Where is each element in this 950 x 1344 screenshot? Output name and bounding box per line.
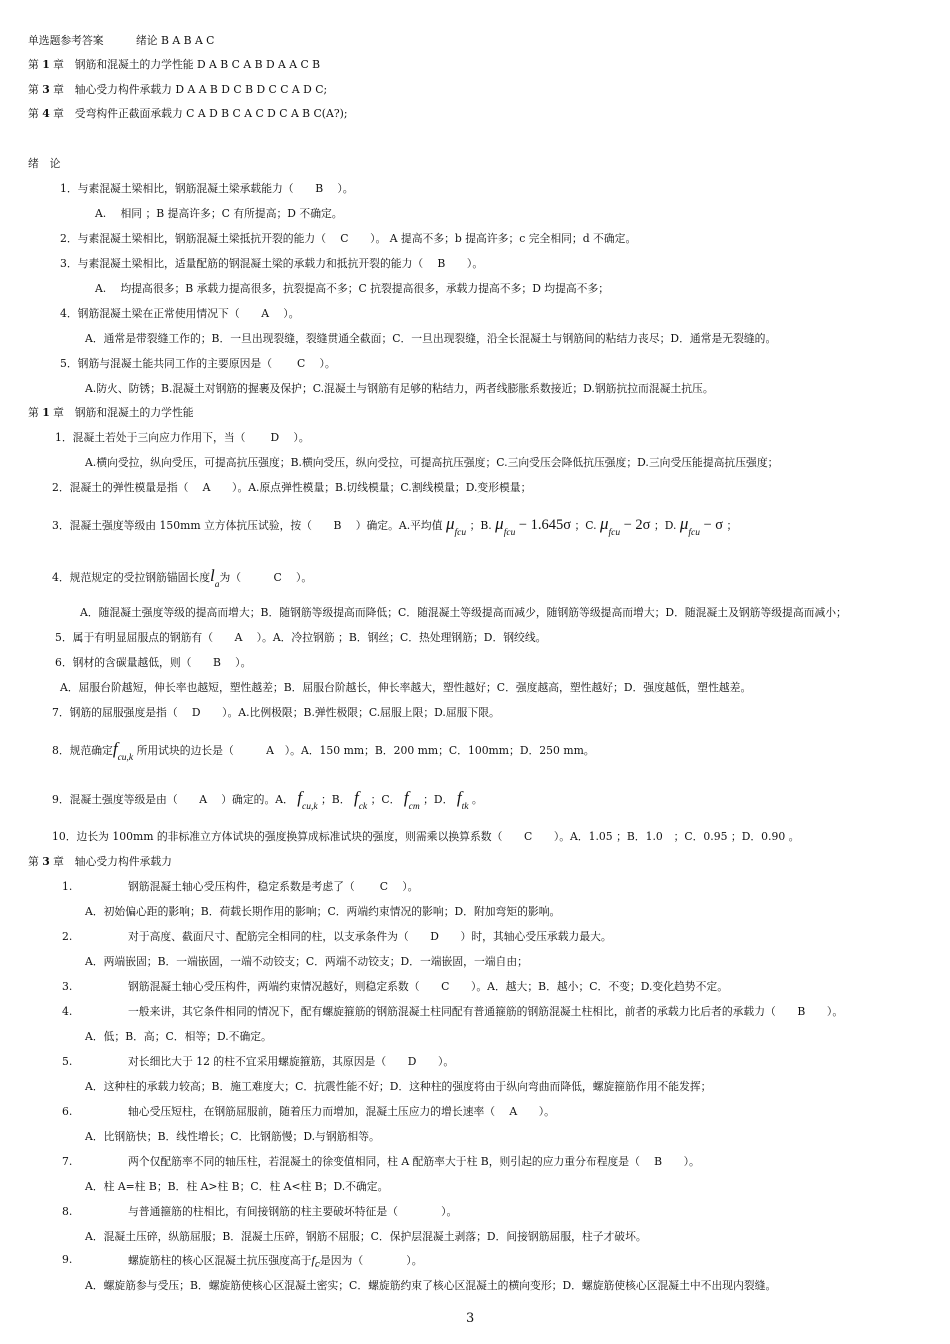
question-number: 2. [62,930,73,943]
question-options: A．通常是带裂缝工作的；B．一旦出现裂缝，裂缝贯通全截面；C．一旦出现裂缝，沿全长混凝土与钢筋间的粘结力丧尽；D．通常是无裂缝的。 [85,332,777,345]
question-number: 5. [62,1055,73,1068]
question-options: A. 相同 ；B 提高许多；C 有所提高；D 不确定。 [95,207,343,220]
answer-key-ch3: 第 3 章 轴心受力构件承载力 D A A B D C B D C C A D C; [28,83,328,96]
question: 与普通箍筋的柱相比，有间接钢筋的柱主要破坏特征是（ ）。 [128,1205,458,1218]
formula-c: − 2σ [623,517,651,533]
question: 6．钢材的含碳量越低，则（ B ）。 [55,656,252,669]
mu-symbol: μ [445,514,455,533]
question-with-formula: 4．规范规定的受拉钢筋锚固长度la为（ C ）。 [52,566,313,590]
answer-key-ch1: 第 1 章 钢筋和混凝土的力学性能 D A B C A B D A A C B [28,58,321,71]
question-options: A．这种柱的承载力较高；B．施工难度大；C．抗震性能不好；D．这种柱的强度将由于纵向弯曲而降低，螺旋箍筋作用不能发挥； [85,1080,712,1093]
question-options: A．柱 A=柱 B；B．柱 A>柱 B；C．柱 A<柱 B；D.不确定。 [85,1180,389,1193]
page-number: 3 [466,1311,475,1326]
question: 5．钢筋与混凝土能共同工作的主要原因是（ C ）。 [60,357,336,370]
question-options: A．两端嵌固；B．一端嵌固，一端不动铰支；C．两端不动铰支；D．一端嵌固，一端自由； [85,955,528,968]
answer-key-ch4: 第 4 章 受弯构件正截面承载力 C A D B C A C D C A B C(A?); [28,107,348,120]
question: 一般来讲，其它条件相同的情况下，配有螺旋箍筋的钢筋混凝土柱同配有普通箍筋的钢筋混凝土柱相比，前者的承载力比后者的承载力（ B ）。 [128,1005,844,1018]
section-heading-ch1: 第 1 章 钢筋和混凝土的力学性能 [28,406,194,419]
question-options: A．随混凝土强度等级的提高而增大；B．随钢筋等级提高而降低；C．随混凝土等级提高而减少，随钢筋等级提高而增大；D．随混凝土及钢筋等级提高而减小； [80,606,847,619]
question-with-formula: 3．混凝土强度等级由 150mm 立方体抗压试验，按（ B ）确定。A.平均值 μfcu ；B. μfcu − 1.645σ ；C. μfcu − 2σ ；D. μfcu − σ ； [52,514,738,538]
question-options: A.防火、防锈；B.混凝土对钢筋的握裹及保护；C.混凝土与钢筋有足够的粘结力，两者线膨胀系数接近；D.钢筋抗拉而混凝土抗压。 [85,382,714,395]
question: 对于高度、截面尺寸、配筋完全相同的柱，以支承条件为（ D ）时，其轴心受压承载力最大。 [128,930,612,943]
question-with-formula: 9．混凝土强度等级是由（ A ）确定的。A． fcu,k ；B． fck ；C． fcm ；D． ftk 。 [52,788,483,812]
question-number: 3. [62,980,73,993]
question: 1．混凝土若处于三向应力作用下，当（ D ）。 [55,431,310,444]
question-number: 9. [62,1253,73,1266]
section-heading-intro: 绪 论 [28,157,61,170]
question: 两个仅配筋率不同的轴压柱，若混凝土的徐变值相同，柱 A 配筋率大于柱 B，则引起的应力重分布程度是（ B ）。 [128,1155,700,1168]
question: 7．钢筋的屈服强度是指（ D ）。A.比例极限；B.弹性极限；C.屈服上限；D.屈服下限。 [52,706,500,719]
question: 5．属于有明显屈服点的钢筋有（ A ）。A．冷拉钢筋 ；B．钢丝；C．热处理钢筋；D．钢绞线。 [55,631,547,644]
question: 3．与素混凝土梁相比，适量配筋的钢混凝土梁的承载力和抵抗开裂的能力（ B ）。 [60,257,484,270]
question-number: 4. [62,1005,73,1018]
question: 2．与素混凝土梁相比，钢筋混凝土梁抵抗开裂的能力（ C ）。 A 提高不多；b 提高许多；c 完全相同；d 不确定。 [60,232,637,245]
question-with-formula: 8．规范确定fcu,k 所用试块的边长是（ A ）。A．150 mm；B．200 mm；C．100mm；D．250 mm。 [52,739,595,763]
question-number: 8. [62,1205,73,1218]
formula-b: − 1.645σ [518,517,572,533]
question-options: A．混凝土压碎，纵筋屈服；B．混凝土压碎，钢筋不屈服；C．保护层混凝土剥落；D．间接钢筋屈服，柱子才破坏。 [85,1230,647,1243]
question-with-formula: 螺旋筋柱的核心区混凝土抗压强度高于$f_c$是因为（ ）。 [128,1253,423,1270]
question: 轴心受压短柱，在钢筋屈服前，随着压力而增加，混凝土压应力的增长速率（ A ）。 [128,1105,555,1118]
formula-d: − σ [703,517,724,533]
question-number: 1. [62,880,73,893]
section-heading-ch3: 第 3 章 轴心受力构件承载力 [28,855,172,868]
question: 4．钢筋混凝土梁在正常使用情况下（ A ）。 [60,307,300,320]
question: 1．与素混凝土梁相比，钢筋混凝土梁承载能力（ B ）。 [60,182,354,195]
question-options: A．比钢筋快；B．线性增长；C．比钢筋慢；D.与钢筋相等。 [85,1130,380,1143]
question-number: 6. [62,1105,73,1118]
answer-key-title: 单选题参考答案 绪论 B A B A C [28,34,215,47]
question-options: A. 均提高很多；B 承载力提高很多，抗裂提高不多；C 抗裂提高很多，承载力提高不多；D 均提高不多； [95,282,610,295]
question: 2．混凝土的弹性模量是指（ A ）。A.原点弹性模量；B.切线模量；C.割线模量；D.变形模量； [52,481,532,494]
l-symbol: l [210,566,215,585]
question-options: A．螺旋筋参与受压；B．螺旋筋使核心区混凝土密实；C．螺旋筋约束了核心区混凝土的横向变形；D．螺旋筋使核心区混凝土中不出现内裂缝。 [85,1279,777,1292]
question: 钢筋混凝土轴心受压构件，稳定系数是考虑了（ C ）。 [128,880,419,893]
question-options: A．屈服台阶越短，伸长率也越短，塑性越差；B．屈服台阶越长，伸长率越大，塑性越好；C．强度越高，塑性越好；D．强度越低，塑性越差。 [60,681,752,694]
f-symbol: f [112,739,118,758]
question: 钢筋混凝土轴心受压构件，两端约束情况越好，则稳定系数（ C ）。A．越大；B．越小；C．不变；D.变化趋势不定。 [128,980,728,993]
question-options: A．初始偏心距的影响；B．荷载长期作用的影响；C．两端约束情况的影响；D．附加弯矩的影响。 [85,905,561,918]
question: 10．边长为 100mm 的非标准立方体试块的强度换算成标准试块的强度，则需乘以换算系数（ C ）。A．1.05 ；B．1.0 ；C．0.95 ；D．0.90 。 [52,830,800,843]
question-options: A.横向受拉，纵向受压，可提高抗压强度；B.横向受压，纵向受拉，可提高抗压强度；C.三向受压会降低抗压强度；D.三向受压能提高抗压强度； [85,456,779,469]
question: 对长细比大于 12 的柱不宜采用螺旋箍筋，其原因是（ D ）。 [128,1055,455,1068]
question-number: 7. [62,1155,73,1168]
question-options: A．低；B．高；C．相等；D.不确定。 [85,1030,272,1043]
